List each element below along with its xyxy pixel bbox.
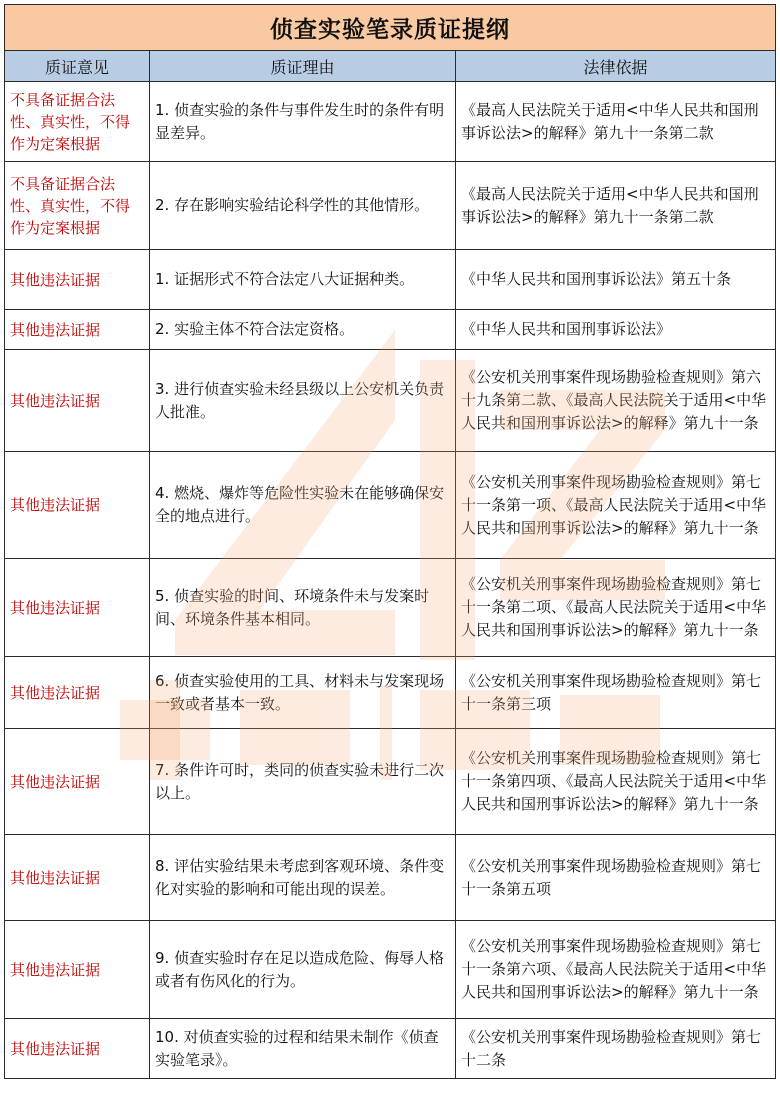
legal-basis-cell: 《公安机关刑事案件现场勘验检查规则》第七十二条 [456,1019,776,1079]
reason-cell: 6. 侦查实验使用的工具、材料未与发案现场一致或者基本一致。 [150,657,456,729]
legal-basis-cell: 《中华人民共和国刑事诉讼法》第五十条 [456,250,776,310]
reason-cell: 4. 燃烧、爆炸等危险性实验未在能够确保安全的地点进行。 [150,452,456,559]
table-row [5,162,776,250]
legal-basis-cell: 《公安机关刑事案件现场勘验检查规则》第七十一条第二项、《最高人民法院关于适用<中华人民共和国刑事诉讼法>的解释》第九十一条 [456,559,776,657]
reason-cell: 1. 侦查实验的条件与事件发生时的条件有明显差异。 [150,82,456,162]
opinion-cell: 其他违法证据 [5,559,150,657]
table-row [5,310,776,350]
reason-cell: 9. 侦查实验时存在足以造成危险、侮辱人格或者有伤风化的行为。 [150,921,456,1019]
header-opinion: 质证意见 [5,51,150,82]
table-title: 侦查实验笔录质证提纲 [5,5,776,51]
table-row [5,835,776,921]
table-row [5,1019,776,1079]
header-legal-basis: 法律依据 [456,51,776,82]
reason-cell: 7. 条件许可时，类同的侦查实验未进行二次以上。 [150,729,456,835]
legal-basis-cell: 《公安机关刑事案件现场勘验检查规则》第七十一条第三项 [456,657,776,729]
table-row [5,657,776,729]
legal-basis-cell: 《公安机关刑事案件现场勘验检查规则》第七十一条第一项、《最高人民法院关于适用<中华人民共和国刑事诉讼法>的解释》第九十一条 [456,452,776,559]
legal-basis-cell: 《公安机关刑事案件现场勘验检查规则》第七十一条第五项 [456,835,776,921]
legal-basis-cell: 《公安机关刑事案件现场勘验检查规则》第七十一条第四项、《最高人民法院关于适用<中华人民共和国刑事诉讼法>的解释》第九十一条 [456,729,776,835]
opinion-cell: 不具备证据合法性、真实性，不得作为定案根据 [5,162,150,250]
reason-cell: 1. 证据形式不符合法定八大证据种类。 [150,250,456,310]
table-row [5,82,776,162]
legal-basis-cell: 《最高人民法院关于适用<中华人民共和国刑事诉讼法>的解释》第九十一条第二款 [456,162,776,250]
table-row [5,921,776,1019]
opinion-cell: 其他违法证据 [5,1019,150,1079]
opinion-cell: 其他违法证据 [5,657,150,729]
table-row [5,729,776,835]
reason-cell: 5. 侦查实验的时间、环境条件未与发案时间、环境条件基本相同。 [150,559,456,657]
evidence-outline-table [4,4,776,1079]
reason-cell: 2. 存在影响实验结论科学性的其他情形。 [150,162,456,250]
legal-basis-cell: 《中华人民共和国刑事诉讼法》 [456,310,776,350]
table-row [5,559,776,657]
reason-cell: 3. 进行侦查实验未经县级以上公安机关负责人批准。 [150,350,456,452]
reason-cell: 10. 对侦查实验的过程和结果未制作《侦查实验笔录》。 [150,1019,456,1079]
opinion-cell: 其他违法证据 [5,452,150,559]
table-row [5,250,776,310]
header-reason: 质证理由 [150,51,456,82]
table-row [5,350,776,452]
outline-sheet [4,4,775,1098]
reason-cell: 2. 实验主体不符合法定资格。 [150,310,456,350]
legal-basis-cell: 《公安机关刑事案件现场勘验检查规则》第七十一条第六项、《最高人民法院关于适用<中华人民共和国刑事诉讼法>的解释》第九十一条 [456,921,776,1019]
legal-basis-cell: 《最高人民法院关于适用<中华人民共和国刑事诉讼法>的解释》第九十一条第二款 [456,82,776,162]
opinion-cell: 其他违法证据 [5,729,150,835]
opinion-cell: 不具备证据合法性、真实性，不得作为定案根据 [5,82,150,162]
opinion-cell: 其他违法证据 [5,835,150,921]
reason-cell: 8. 评估实验结果未考虑到客观环境、条件变化对实验的影响和可能出现的误差。 [150,835,456,921]
opinion-cell: 其他违法证据 [5,250,150,310]
table-row [5,452,776,559]
opinion-cell: 其他违法证据 [5,310,150,350]
opinion-cell: 其他违法证据 [5,350,150,452]
legal-basis-cell: 《公安机关刑事案件现场勘验检查规则》第六十九条第二款、《最高人民法院关于适用<中华人民共和国刑事诉讼法>的解释》第九十一条 [456,350,776,452]
opinion-cell: 其他违法证据 [5,921,150,1019]
